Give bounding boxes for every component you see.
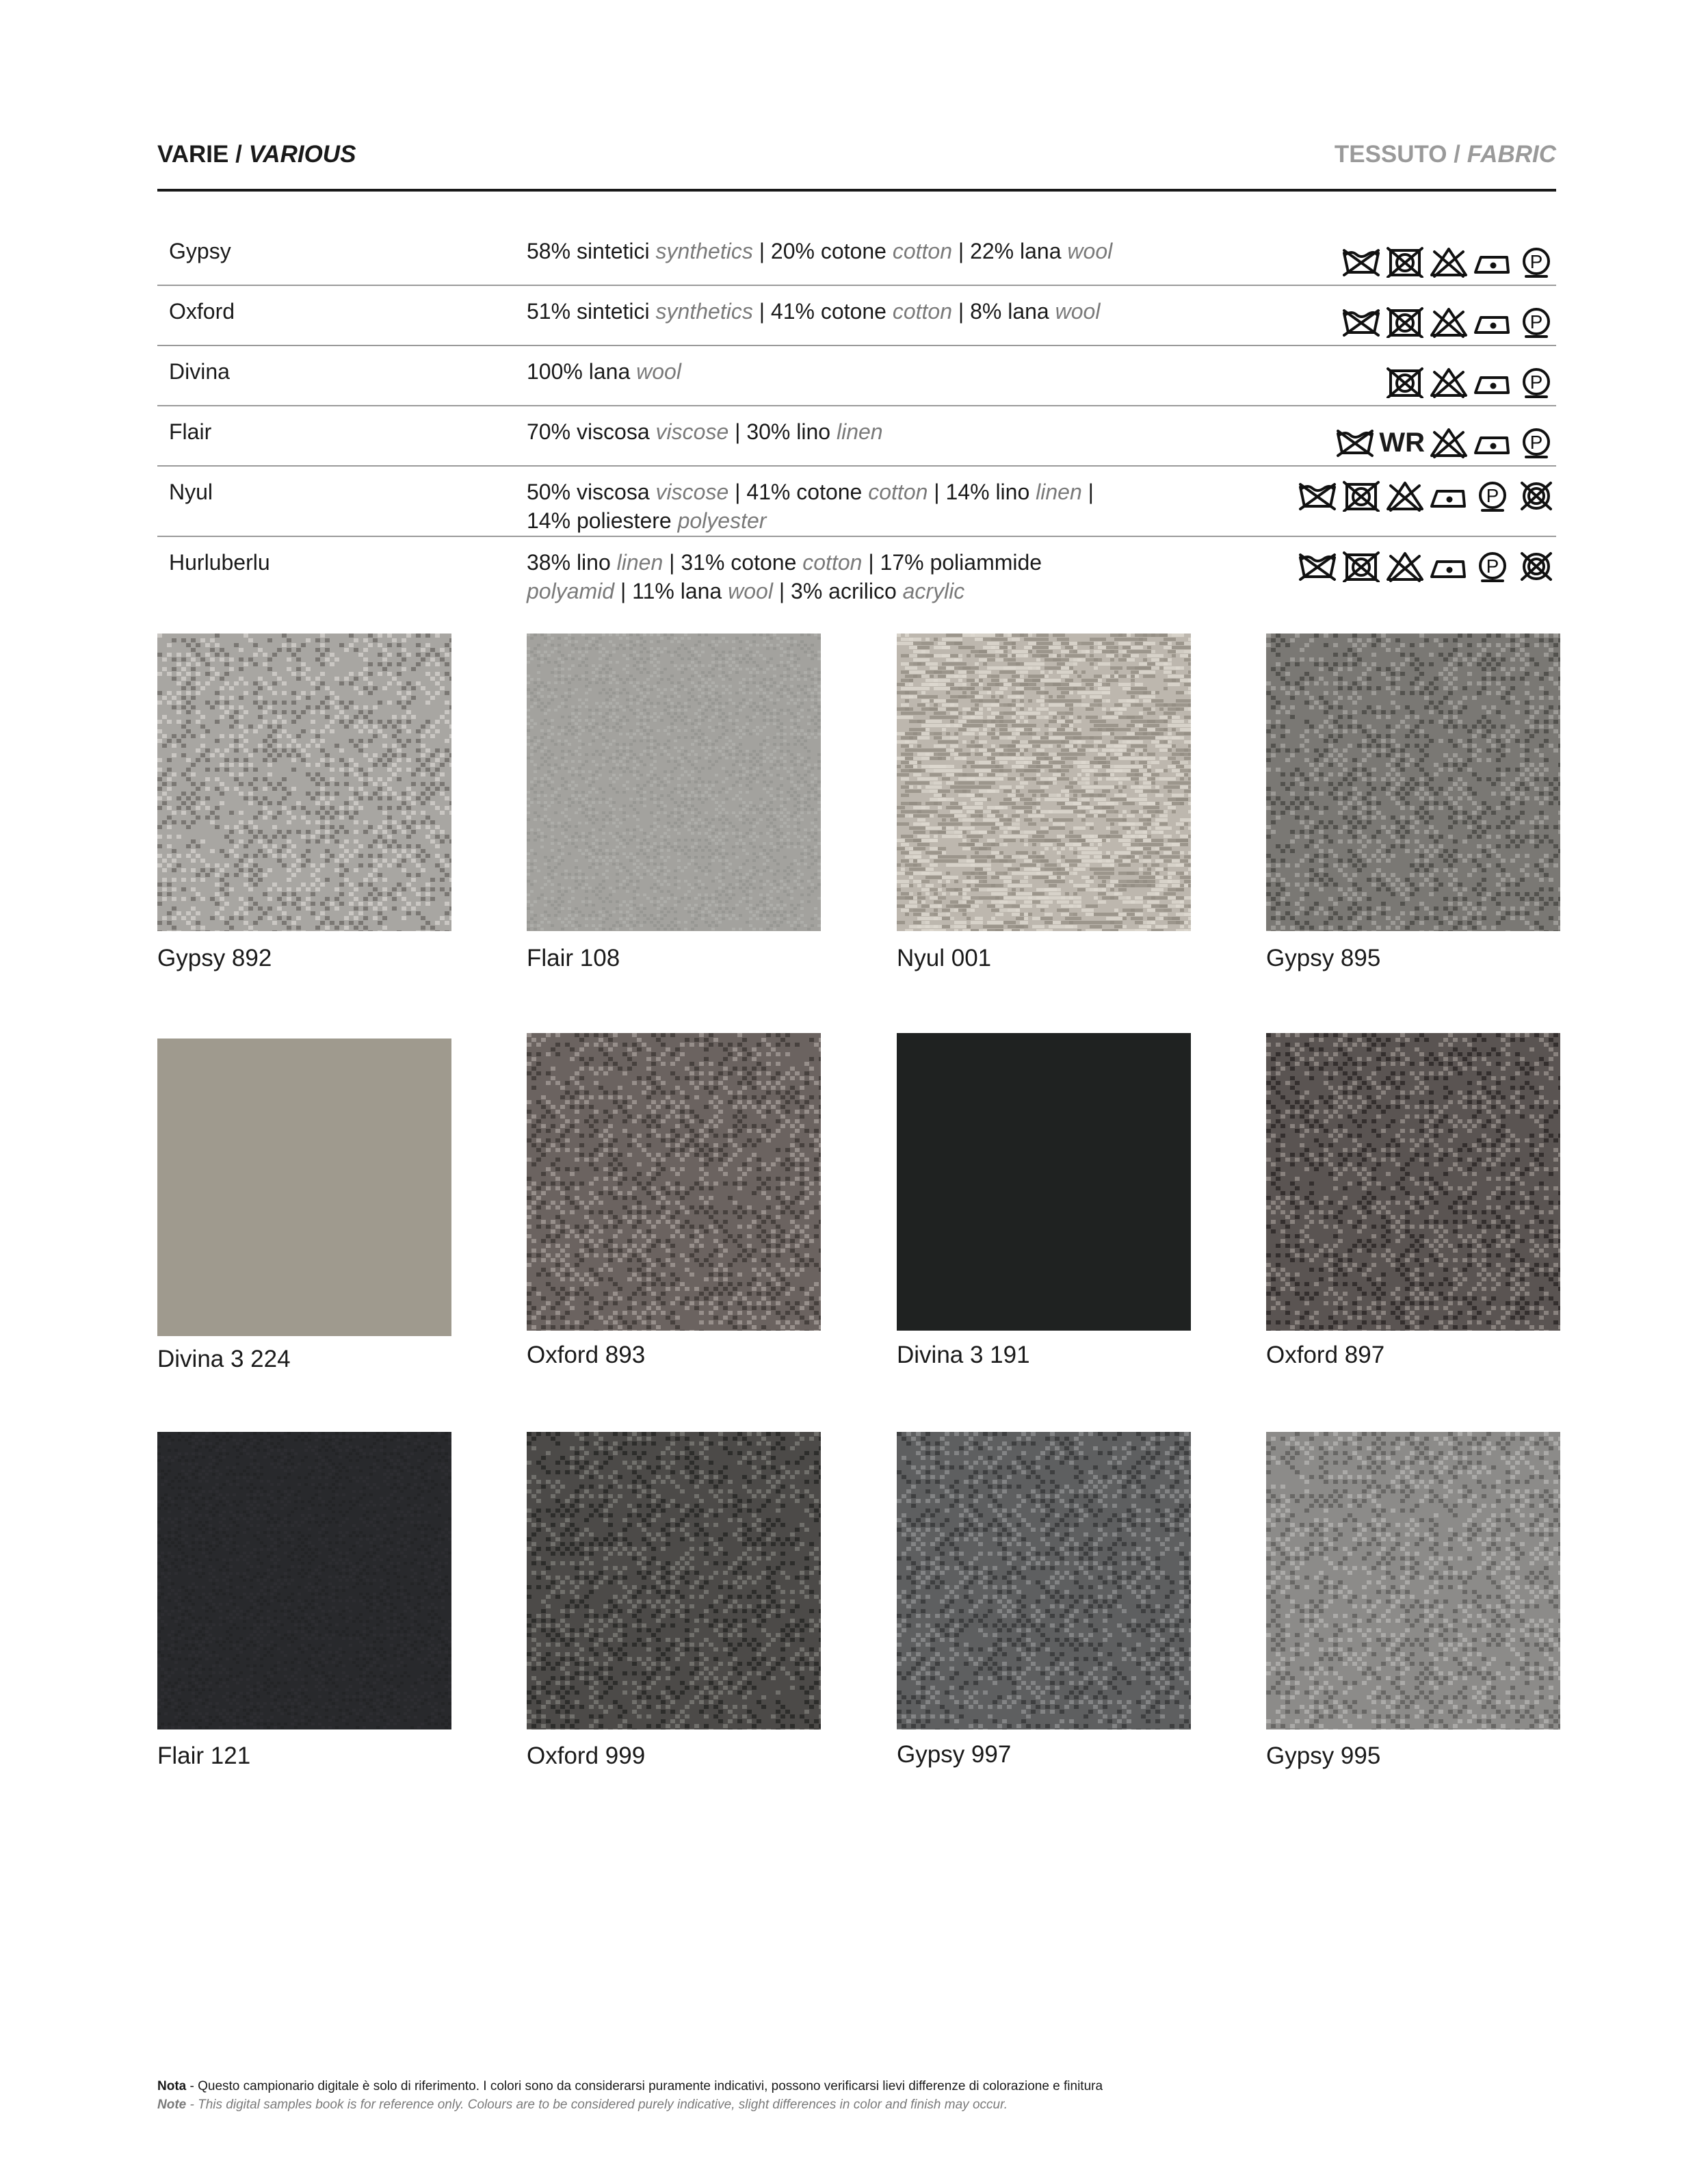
fabric-name: Hurluberlu <box>169 550 270 575</box>
footer-note <box>157 2077 1103 2114</box>
no-tumble-dry-icon <box>1385 367 1425 398</box>
composition-it-text: | 41% cotone <box>728 480 869 504</box>
composition-row <box>157 467 1556 537</box>
dry-clean-p-symbol <box>1516 246 1556 278</box>
swatch-label: Flair 121 <box>157 1742 251 1769</box>
no-bleach-symbol <box>1385 551 1425 582</box>
composition-it-text: | <box>1081 480 1094 504</box>
composition-it-text: | 31% cotone <box>663 550 803 575</box>
composition-it-text: 14% poliestere <box>527 508 678 533</box>
fabric-texture <box>157 1432 451 1729</box>
composition-line <box>527 577 1211 605</box>
fabric-name: Flair <box>169 419 212 444</box>
composition-en-text: synthetics <box>655 239 753 263</box>
composition-en-text: wool <box>1067 239 1113 263</box>
composition-en-text: acrylic <box>902 579 965 603</box>
dry-clean-p-symbol <box>1516 306 1556 338</box>
fabric-swatch <box>527 1033 821 1331</box>
wr-text-icon: WR <box>1379 428 1425 458</box>
fabric-texture <box>1266 1033 1560 1331</box>
fabric-composition <box>527 237 1211 265</box>
fabric-swatch <box>527 634 821 931</box>
fabric-name: Oxford <box>169 299 235 324</box>
no-bleach-symbol <box>1385 480 1425 512</box>
no-wet-clean-symbol <box>1516 480 1556 512</box>
no-bleach-icon <box>1429 367 1469 398</box>
footer-note-en-label: Note <box>157 2098 187 2112</box>
no-wash-symbol <box>1298 551 1337 582</box>
composition-table <box>157 226 1556 603</box>
no-bleach-icon <box>1429 427 1469 458</box>
category-title <box>1335 141 1556 168</box>
footer-note-it-label: Nota <box>157 2079 187 2093</box>
composition-it-text: | 14% lino <box>928 480 1036 504</box>
composition-line <box>527 478 1211 506</box>
fabric-texture <box>157 634 451 931</box>
composition-it-text: | 8% lana <box>951 299 1055 324</box>
fabric-composition <box>527 478 1211 535</box>
composition-en-text: wool <box>1055 299 1101 324</box>
swatch-label: Gypsy 892 <box>157 945 272 971</box>
composition-line <box>527 237 1211 265</box>
fabric-swatch <box>527 1432 821 1729</box>
dry-clean-letter: P <box>1486 485 1499 506</box>
no-tumble-dry-icon <box>1341 551 1381 582</box>
section-title-it: VARIE <box>157 141 229 168</box>
composition-row <box>157 537 1556 603</box>
composition-it-text: 38% lino <box>527 550 617 575</box>
no-bleach-symbol <box>1429 306 1469 338</box>
composition-line <box>527 506 1211 535</box>
dry-clean-letter: P <box>1486 556 1499 577</box>
composition-row <box>157 406 1556 467</box>
no-wet-clean-symbol <box>1516 551 1556 582</box>
composition-en-text: polyamid <box>527 579 615 603</box>
fabric-texture <box>897 1432 1191 1729</box>
iron-low-icon <box>1473 367 1512 398</box>
composition-en-text: cotton <box>802 550 863 575</box>
section-title-sep: / <box>228 141 249 168</box>
fabric-swatch <box>897 1432 1191 1729</box>
footer-note-en-text: - This digital samples book is for reference only. Colours are to be considered purely indicative, slight differences in color and finish may occur. <box>186 2098 1008 2112</box>
composition-it-text: 58% sintetici <box>527 239 656 263</box>
care-symbols <box>1298 480 1556 512</box>
iron-low-symbol <box>1429 480 1469 512</box>
composition-en-text: linen <box>1036 480 1082 504</box>
fabric-texture <box>897 1033 1191 1331</box>
dry-clean-letter: P <box>1529 311 1543 332</box>
composition-it-text: | 17% poliammide <box>862 550 1042 575</box>
composition-it-text: 100% lana <box>527 359 637 384</box>
composition-en-text: wool <box>728 579 773 603</box>
iron-low-icon <box>1473 427 1512 458</box>
care-symbols <box>1341 306 1556 338</box>
no-wash-symbol <box>1298 480 1337 512</box>
fabric-texture <box>527 1432 821 1729</box>
category-title-en: FABRIC <box>1467 141 1556 168</box>
composition-row <box>157 226 1556 286</box>
no-tumble-dry-icon <box>1385 306 1425 338</box>
no-tumble-dry-icon <box>1341 480 1381 512</box>
fabric-texture <box>527 1033 821 1331</box>
fabric-swatch <box>157 1432 451 1729</box>
fabric-texture <box>157 1039 451 1336</box>
footer-note-it <box>157 2077 1103 2095</box>
iron-low-symbol <box>1473 367 1512 398</box>
no-bleach-symbol <box>1429 427 1469 458</box>
no-wash-icon <box>1341 306 1381 338</box>
no-tumble-dry-symbol <box>1385 367 1425 398</box>
no-wash-symbol <box>1335 427 1375 458</box>
fabric-swatch <box>157 634 451 931</box>
no-wet-clean-icon <box>1516 480 1556 512</box>
no-bleach-symbol <box>1429 367 1469 398</box>
composition-it-text: | 3% acrilico <box>772 579 903 603</box>
no-wash-icon <box>1298 551 1337 582</box>
composition-line <box>527 357 1211 386</box>
composition-en-text: synthetics <box>655 299 753 324</box>
header-divider <box>157 189 1556 192</box>
composition-row <box>157 286 1556 346</box>
dry-clean-letter: P <box>1529 251 1543 272</box>
composition-line <box>527 417 1211 446</box>
dry-clean-p-icon <box>1516 427 1556 458</box>
iron-low-icon <box>1429 480 1469 512</box>
fabric-name: Nyul <box>169 480 213 504</box>
care-symbols <box>1341 246 1556 278</box>
fabric-swatch <box>897 1033 1191 1331</box>
fabric-texture <box>527 634 821 931</box>
no-wash-symbol <box>1341 246 1381 278</box>
fabric-swatch <box>1266 1033 1560 1331</box>
composition-en-text: viscose <box>655 419 729 444</box>
no-tumble-dry-symbol <box>1341 551 1381 582</box>
fabric-texture <box>1266 634 1560 931</box>
composition-en-text: linen <box>616 550 664 575</box>
fabric-texture <box>897 634 1191 931</box>
fabric-name: Gypsy <box>169 239 231 263</box>
iron-low-symbol <box>1473 306 1512 338</box>
composition-line <box>527 297 1211 326</box>
no-bleach-icon <box>1429 306 1469 338</box>
composition-it-text: | 30% lino <box>728 419 837 444</box>
composition-it-text: | 20% cotone <box>752 239 893 263</box>
iron-low-icon <box>1429 551 1469 582</box>
dry-clean-p-symbol <box>1473 551 1512 582</box>
swatch-label: Oxford 893 <box>527 1342 646 1368</box>
fabric-composition <box>527 357 1211 386</box>
footer-note-en <box>157 2095 1103 2114</box>
no-tumble-dry-icon <box>1385 246 1425 278</box>
swatch-label: Flair 108 <box>527 945 620 971</box>
swatch-label: Oxford 999 <box>527 1742 646 1769</box>
no-bleach-icon <box>1429 246 1469 278</box>
composition-en-text: cotton <box>892 239 952 263</box>
category-title-it: TESSUTO <box>1334 141 1447 168</box>
dry-clean-p-symbol <box>1473 480 1512 512</box>
fabric-swatch <box>1266 634 1560 931</box>
iron-low-symbol <box>1429 551 1469 582</box>
iron-low-symbol <box>1473 246 1512 278</box>
swatch-label: Divina 3 224 <box>157 1346 291 1372</box>
section-title <box>157 141 356 168</box>
swatch-label: Oxford 897 <box>1266 1342 1385 1368</box>
fabric-swatch <box>897 634 1191 931</box>
composition-it-text: 70% viscosa <box>527 419 656 444</box>
no-bleach-icon <box>1385 551 1425 582</box>
composition-it-text: | 41% cotone <box>752 299 893 324</box>
no-tumble-dry-symbol <box>1385 246 1425 278</box>
no-tumble-dry-symbol <box>1341 480 1381 512</box>
no-wash-icon <box>1298 480 1337 512</box>
fabric-composition <box>527 297 1211 326</box>
no-bleach-symbol <box>1429 246 1469 278</box>
composition-en-text: linen <box>836 419 883 444</box>
fabric-swatch <box>1266 1432 1560 1729</box>
swatch-label: Gypsy 895 <box>1266 945 1381 971</box>
iron-low-icon <box>1473 306 1512 338</box>
care-symbols <box>1385 367 1556 398</box>
footer-note-it-text: - Questo campionario digitale è solo di riferimento. I colori sono da considerarsi puramente indicativi, possono verificarsi lievi differenze di colorazione e finitura <box>186 2079 1103 2093</box>
fabric-swatch <box>157 1039 451 1336</box>
no-wash-icon <box>1335 427 1375 458</box>
iron-low-icon <box>1473 246 1512 278</box>
no-wet-clean-icon <box>1516 551 1556 582</box>
swatch-label: Nyul 001 <box>897 945 992 971</box>
no-wash-symbol <box>1341 306 1381 338</box>
swatch-label: Divina 3 191 <box>897 1342 1030 1368</box>
composition-en-text: wool <box>636 359 681 384</box>
fabric-texture <box>1266 1432 1560 1729</box>
category-title-sep: / <box>1447 141 1467 168</box>
section-title-en: VARIOUS <box>248 141 356 168</box>
composition-it-text: 51% sintetici <box>527 299 656 324</box>
dry-clean-p-icon <box>1516 246 1556 278</box>
composition-it-text: | 22% lana <box>951 239 1068 263</box>
composition-it-text: 50% viscosa <box>527 480 656 504</box>
care-symbols <box>1335 427 1556 458</box>
composition-row <box>157 346 1556 406</box>
fabric-composition <box>527 417 1211 446</box>
dry-clean-letter: P <box>1529 371 1543 393</box>
no-tumble-dry-symbol <box>1385 306 1425 338</box>
swatch-label: Gypsy 995 <box>1266 1742 1381 1769</box>
composition-line <box>527 548 1211 577</box>
swatch-label: Gypsy 997 <box>897 1741 1012 1768</box>
fabric-composition <box>527 548 1211 605</box>
fabric-name: Divina <box>169 359 230 384</box>
dry-clean-p-icon <box>1516 306 1556 338</box>
dry-clean-p-symbol <box>1516 367 1556 398</box>
dry-clean-p-icon <box>1473 551 1512 582</box>
no-wash-icon <box>1341 246 1381 278</box>
composition-en-text: cotton <box>892 299 952 324</box>
composition-en-text: cotton <box>868 480 928 504</box>
composition-it-text: | 11% lana <box>614 579 728 603</box>
no-bleach-icon <box>1385 480 1425 512</box>
composition-en-text: polyester <box>677 508 767 533</box>
dry-clean-letter: P <box>1529 432 1543 453</box>
composition-en-text: viscose <box>655 480 729 504</box>
iron-low-symbol <box>1473 427 1512 458</box>
dry-clean-p-symbol <box>1516 427 1556 458</box>
dry-clean-p-icon <box>1473 480 1512 512</box>
dry-clean-p-icon <box>1516 367 1556 398</box>
care-symbols <box>1298 551 1556 582</box>
